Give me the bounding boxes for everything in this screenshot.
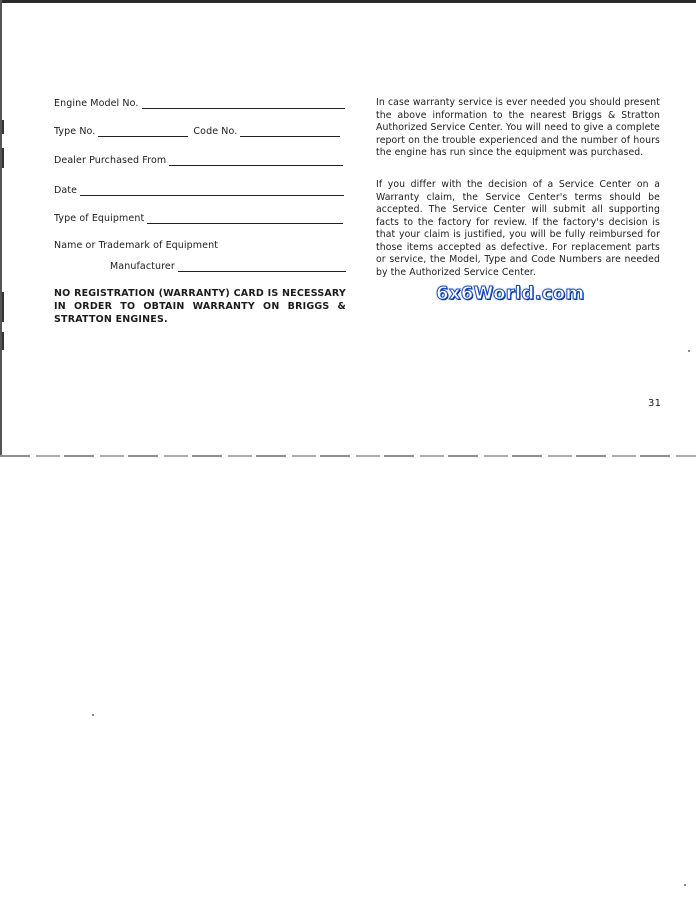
date-field [54, 185, 344, 197]
scan-speck [92, 714, 94, 716]
equipment-blank [147, 214, 343, 224]
warranty-service-paragraph: In case warranty service is ever needed you should present the above information to the nearest Briggs & Stratton Authorized Service Center. You will need to give a complete report on the trouble experienced and the number of hours the engine has run since the equipment was purchased. [376, 97, 660, 158]
page-number: 31 [648, 398, 662, 409]
manufacturer-blank [178, 262, 346, 272]
fold-line [0, 455, 696, 457]
watermark-logo: 6x6World.com [436, 283, 585, 304]
engine-model-blank [142, 99, 345, 109]
dealer-label: Dealer Purchased From [54, 155, 167, 166]
type-label: Type No. [54, 126, 96, 137]
manufacturer-field [110, 261, 346, 273]
scan-mark [2, 148, 4, 168]
equipment-field [54, 213, 343, 225]
equipment-label: Type of Equipment [54, 213, 145, 224]
date-blank [80, 186, 344, 196]
scan-top-edge [0, 0, 696, 3]
name-trademark-heading [54, 240, 221, 252]
code-blank [240, 127, 340, 137]
dealer-blank [169, 156, 343, 166]
scan-mark [2, 120, 4, 134]
scan-mark [2, 292, 4, 322]
engine-model-field [54, 98, 345, 110]
registration-notice: NO REGISTRATION (WARRANTY) CARD IS NECESSARY IN ORDER TO OBTAIN WARRANTY ON BRIGGS & STRATTON ENGINES. [54, 288, 346, 325]
code-label: Code No. [193, 126, 238, 137]
scan-mark [2, 332, 4, 350]
engine-model-label: Engine Model No. [54, 98, 139, 109]
date-label: Date [54, 185, 78, 196]
dealer-field [54, 155, 343, 167]
scan-speck [688, 350, 690, 352]
scan-left-edge [0, 0, 2, 455]
manufacturer-label: Manufacturer [110, 261, 175, 272]
type-blank [98, 127, 188, 137]
scan-speck [684, 884, 686, 886]
name-trademark-label: Name or Trademark of Equipment [54, 240, 219, 251]
type-code-field [54, 126, 340, 138]
warranty-dispute-paragraph: If you differ with the decision of a Service Center on a Warranty claim, the Service Center's terms should be accepted. The Service Center will submit all supporting facts to the factory for review. If the factory's decision is that your claim is justified, you will be fully reimbursed for those items accepted as defective. For replacement parts or service, the Model, Type and Code Numbers are needed by the Authorized Service Center. [376, 179, 660, 278]
